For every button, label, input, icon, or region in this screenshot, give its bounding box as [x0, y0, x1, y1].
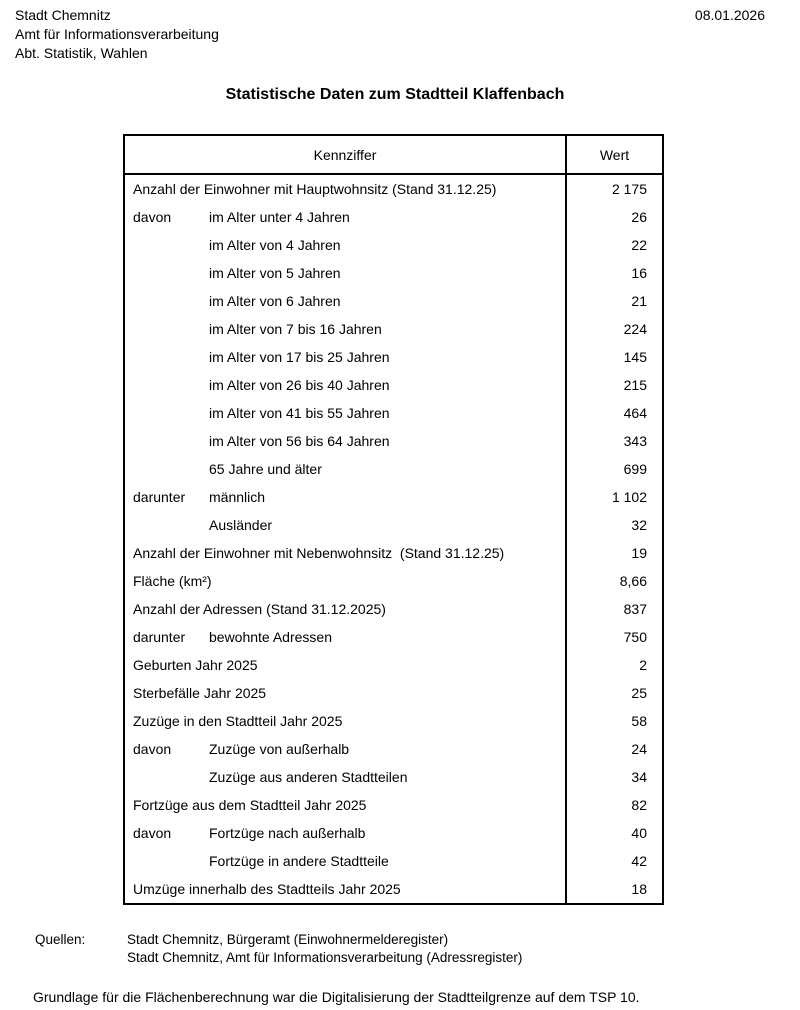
row-wert-cell	[567, 203, 662, 231]
row-kennziffer-cell	[125, 763, 567, 791]
row-group-prefix: davon	[133, 741, 172, 757]
table-row	[125, 791, 662, 819]
row-group-prefix: darunter	[133, 489, 186, 505]
table-row	[125, 203, 662, 231]
row-wert-cell	[567, 707, 662, 735]
row-label: im Alter von 56 bis 64 Jahren	[209, 433, 390, 449]
row-value: 25	[631, 685, 647, 701]
row-value: 464	[623, 405, 647, 421]
table-row	[125, 175, 662, 203]
row-kennziffer-cell	[125, 175, 567, 203]
table-row	[125, 763, 662, 791]
row-group-prefix: darunter	[133, 629, 186, 645]
row-value: 34	[631, 769, 647, 785]
table-row	[125, 483, 662, 511]
table-row	[125, 455, 662, 483]
row-value: 40	[631, 825, 647, 841]
row-kennziffer-cell	[125, 791, 567, 819]
sources-lines	[127, 931, 522, 967]
row-label: Ausländer	[209, 517, 273, 533]
document-date: 08.01.2026	[694, 7, 765, 23]
row-kennziffer-cell	[125, 203, 567, 231]
row-kennziffer-cell	[125, 343, 567, 371]
row-value: 215	[623, 377, 647, 393]
row-kennziffer-cell	[125, 539, 567, 567]
row-wert-cell	[567, 763, 662, 791]
row-label: bewohnte Adressen	[209, 629, 332, 645]
row-value: 145	[623, 349, 647, 365]
table-row	[125, 511, 662, 539]
row-value: 699	[623, 461, 647, 477]
table-row	[125, 427, 662, 455]
row-kennziffer-cell	[125, 707, 567, 735]
row-label: im Alter von 7 bis 16 Jahren	[209, 321, 382, 337]
table-row	[125, 539, 662, 567]
row-wert-cell	[567, 483, 662, 511]
row-kennziffer-cell	[125, 735, 567, 763]
row-label: Zuzüge aus anderen Stadtteilen	[209, 769, 408, 785]
table-row	[125, 371, 662, 399]
row-label: Anzahl der Einwohner mit Nebenwohnsitz (Stand 31.12.25)	[133, 545, 505, 561]
row-label: Fläche (km²)	[133, 573, 212, 589]
row-label: 65 Jahre und älter	[209, 461, 322, 477]
row-value: 343	[623, 433, 647, 449]
row-value: 16	[631, 265, 647, 281]
row-label: im Alter von 4 Jahren	[209, 237, 341, 253]
row-label: im Alter unter 4 Jahren	[209, 209, 350, 225]
row-group-prefix: davon	[133, 209, 172, 225]
row-label: Anzahl der Adressen (Stand 31.12.2025)	[133, 601, 386, 617]
row-wert-cell	[567, 819, 662, 847]
row-wert-cell	[567, 623, 662, 651]
row-value: 21	[631, 293, 647, 309]
row-wert-cell	[567, 455, 662, 483]
table-row	[125, 679, 662, 707]
row-label: im Alter von 17 bis 25 Jahren	[209, 349, 390, 365]
page-title: Statistische Daten zum Stadtteil Klaffenbach	[225, 86, 565, 103]
row-wert-cell	[567, 231, 662, 259]
table-row	[125, 287, 662, 315]
row-kennziffer-cell	[125, 819, 567, 847]
table-row	[125, 819, 662, 847]
row-label: im Alter von 26 bis 40 Jahren	[209, 377, 390, 393]
row-value: 1 102	[611, 489, 647, 505]
row-wert-cell	[567, 259, 662, 287]
row-wert-cell	[567, 539, 662, 567]
statistics-table	[123, 134, 664, 905]
row-value: 837	[623, 601, 647, 617]
row-kennziffer-cell	[125, 287, 567, 315]
row-label: Sterbefälle Jahr 2025	[133, 685, 267, 701]
row-kennziffer-cell	[125, 595, 567, 623]
row-kennziffer-cell	[125, 847, 567, 875]
row-wert-cell	[567, 679, 662, 707]
letterhead-line-1: Stadt Chemnitz	[15, 7, 111, 23]
row-wert-cell	[567, 791, 662, 819]
table-row	[125, 875, 662, 903]
table-header-row	[125, 136, 662, 175]
row-value: 24	[631, 741, 647, 757]
row-wert-cell	[567, 567, 662, 595]
row-wert-cell	[567, 511, 662, 539]
row-wert-cell	[567, 427, 662, 455]
source-line: Stadt Chemnitz, Bürgeramt (Einwohnermelderegister)	[127, 932, 449, 947]
row-kennziffer-cell	[125, 623, 567, 651]
source-line: Stadt Chemnitz, Amt für Informationsverarbeitung (Adressregister)	[127, 950, 523, 965]
row-label: Geburten Jahr 2025	[133, 657, 258, 673]
table-row	[125, 567, 662, 595]
row-wert-cell	[567, 875, 662, 903]
row-value: 82	[631, 797, 647, 813]
table-row	[125, 343, 662, 371]
row-wert-cell	[567, 343, 662, 371]
letterhead-line-3: Abt. Statistik, Wahlen	[15, 45, 148, 61]
row-label: im Alter von 41 bis 55 Jahren	[209, 405, 390, 421]
row-kennziffer-cell	[125, 259, 567, 287]
row-kennziffer-cell	[125, 511, 567, 539]
table-body	[125, 175, 662, 903]
table-row	[125, 259, 662, 287]
row-kennziffer-cell	[125, 567, 567, 595]
row-kennziffer-cell	[125, 483, 567, 511]
row-value: 26	[631, 209, 647, 225]
row-label: Umzüge innerhalb des Stadtteils Jahr 2025	[133, 881, 401, 897]
table-row	[125, 707, 662, 735]
table-row	[125, 735, 662, 763]
row-wert-cell	[567, 735, 662, 763]
row-value: 58	[631, 713, 647, 729]
row-label: Fortzüge aus dem Stadtteil Jahr 2025	[133, 797, 367, 813]
row-value: 19	[631, 545, 647, 561]
row-value: 750	[623, 629, 647, 645]
row-value: 32	[631, 517, 647, 533]
row-label: Zuzüge von außerhalb	[209, 741, 350, 757]
row-kennziffer-cell	[125, 679, 567, 707]
row-label: Zuzüge in den Stadtteil Jahr 2025	[133, 713, 343, 729]
row-kennziffer-cell	[125, 427, 567, 455]
row-kennziffer-cell	[125, 371, 567, 399]
row-value: 2 175	[611, 181, 647, 197]
row-kennziffer-cell	[125, 315, 567, 343]
row-wert-cell	[567, 371, 662, 399]
sources-block	[35, 931, 522, 967]
letterhead-line-2: Amt für Informationsverarbeitung	[15, 26, 219, 42]
letterhead	[15, 6, 219, 63]
row-wert-cell	[567, 315, 662, 343]
row-wert-cell	[567, 287, 662, 315]
row-kennziffer-cell	[125, 399, 567, 427]
row-value: 8,66	[619, 573, 647, 589]
row-value: 18	[631, 881, 647, 897]
row-kennziffer-cell	[125, 875, 567, 903]
row-wert-cell	[567, 175, 662, 203]
row-wert-cell	[567, 595, 662, 623]
row-label: Fortzüge nach außerhalb	[209, 825, 366, 841]
table-row	[125, 651, 662, 679]
table-row	[125, 623, 662, 651]
table-row	[125, 231, 662, 259]
sources-label: Quellen:	[35, 932, 86, 947]
row-label: männlich	[209, 489, 266, 505]
table-row	[125, 595, 662, 623]
row-wert-cell	[567, 399, 662, 427]
row-kennziffer-cell	[125, 651, 567, 679]
table-row	[125, 847, 662, 875]
row-value: 42	[631, 853, 647, 869]
row-wert-cell	[567, 847, 662, 875]
row-value: 2	[639, 657, 647, 673]
row-value: 22	[631, 237, 647, 253]
row-label: Anzahl der Einwohner mit Hauptwohnsitz (Stand 31.12.25)	[133, 181, 497, 197]
column-header-wert: Wert	[599, 146, 630, 163]
row-label: Fortzüge in andere Stadtteile	[209, 853, 389, 869]
row-wert-cell	[567, 651, 662, 679]
row-kennziffer-cell	[125, 231, 567, 259]
row-label: im Alter von 6 Jahren	[209, 293, 341, 309]
area-calculation-note: Grundlage für die Flächenberechnung war die Digitalisierung der Stadtteilgrenze auf dem TSP 10.	[33, 989, 640, 1005]
row-kennziffer-cell	[125, 455, 567, 483]
row-value: 224	[623, 321, 647, 337]
row-label: im Alter von 5 Jahren	[209, 265, 341, 281]
column-header-kennziffer: Kennziffer	[125, 136, 567, 173]
table-row	[125, 399, 662, 427]
row-group-prefix: davon	[133, 825, 172, 841]
table-row	[125, 315, 662, 343]
